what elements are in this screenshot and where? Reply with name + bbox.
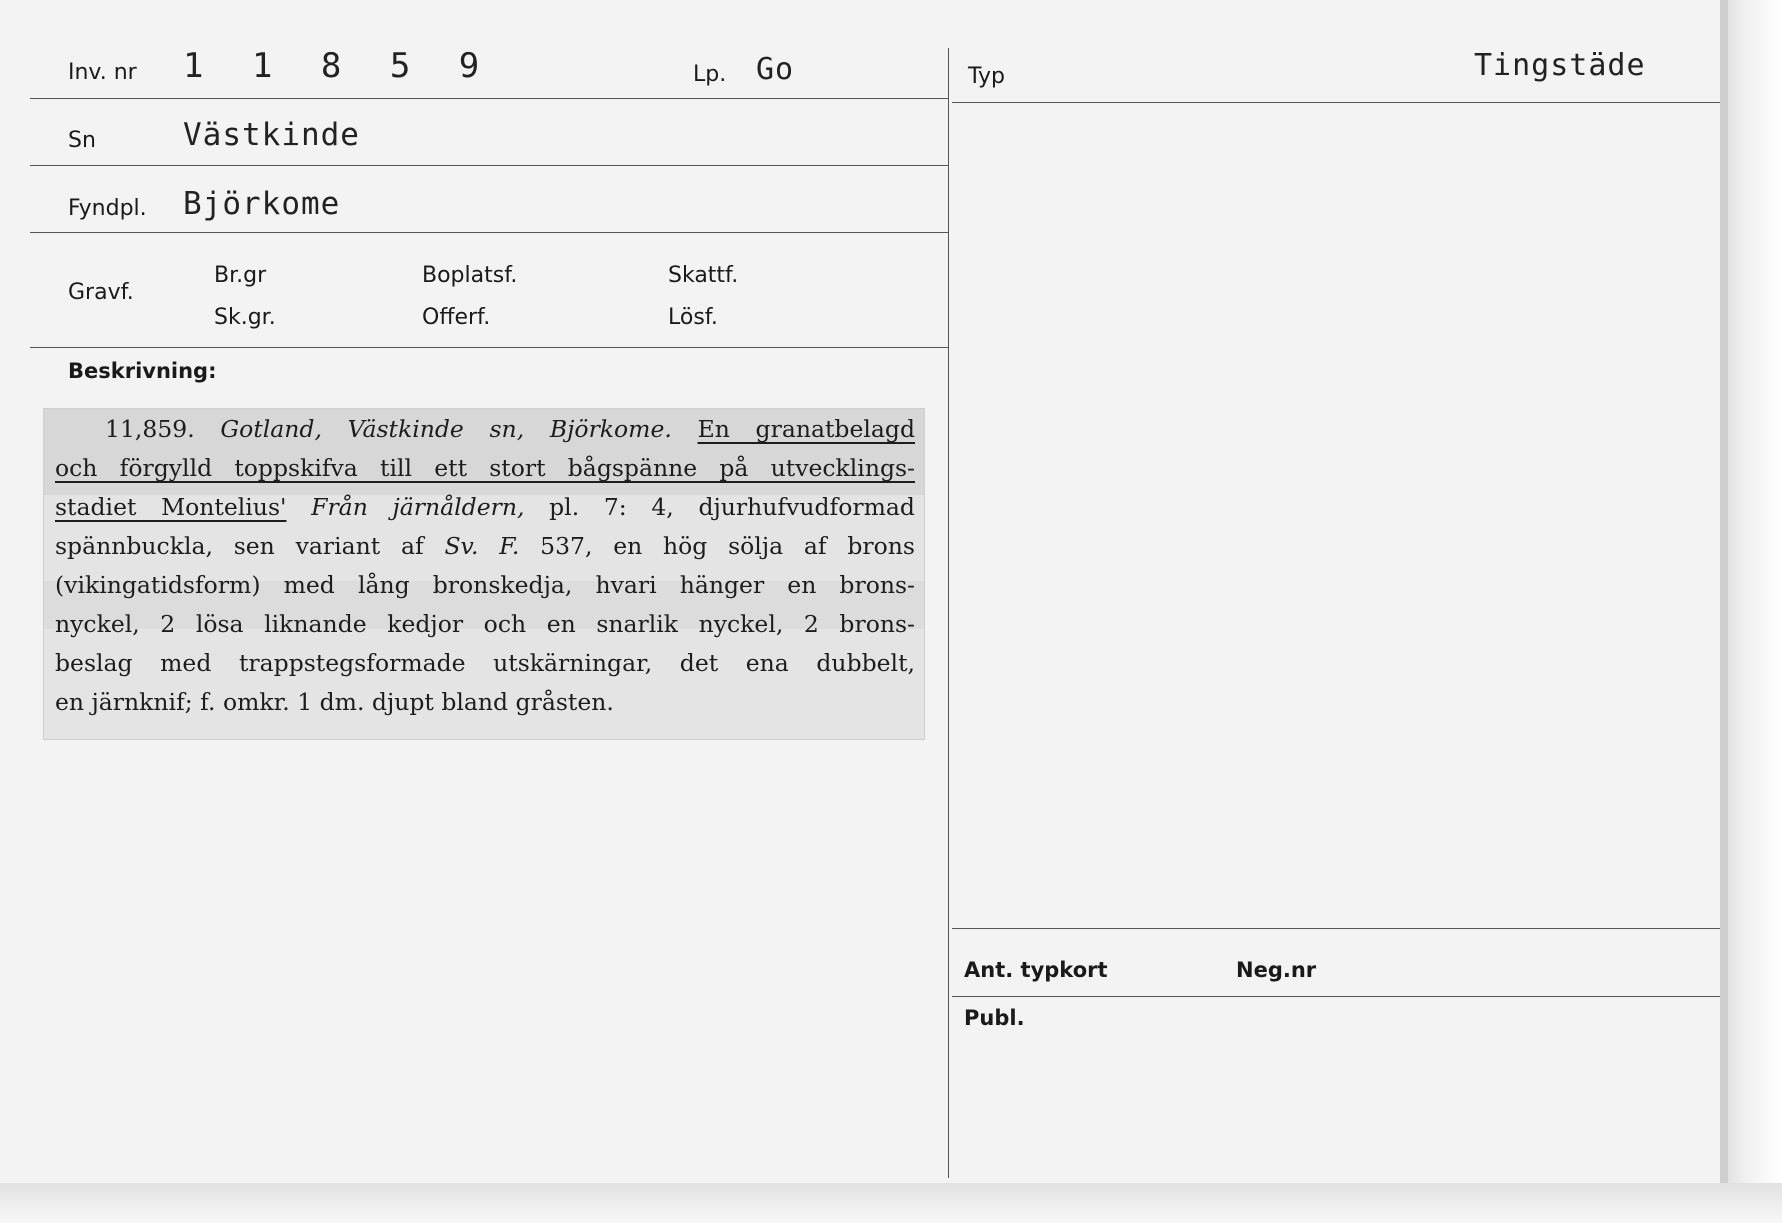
row-divider-fyndpl xyxy=(30,232,948,233)
inv-nr-label: Inv. nr xyxy=(68,60,137,85)
typ-value: Tingstäde xyxy=(1474,48,1646,83)
boplatsf-label: Boplatsf. xyxy=(422,263,518,288)
row-divider-typ xyxy=(952,102,1720,103)
clipping-line-7: beslag med trappstegsformade utskärningar, det ena dubbelt, xyxy=(55,649,915,677)
clipping-line-5: (vikingatidsform) med lång bronskedja, hvari hänger en brons- xyxy=(55,571,915,599)
fyndpl-label: Fyndpl. xyxy=(68,196,147,221)
offerf-label: Offerf. xyxy=(422,305,491,330)
beskrivning-label: Beskrivning: xyxy=(68,359,217,383)
ant-typkort-label: Ant. typkort xyxy=(964,958,1108,982)
gravf-label: Gravf. xyxy=(68,280,134,305)
sn-label: Sn xyxy=(68,128,96,153)
card-edge-bottom xyxy=(0,1183,1782,1223)
card-edge-right xyxy=(1720,0,1782,1223)
lp-label: Lp. xyxy=(693,62,727,87)
skgr-label: Sk.gr. xyxy=(214,305,276,330)
clipping-line-2: och förgylld toppskifva till ett stort bågspänne på utvecklings- xyxy=(55,454,915,482)
publ-label: Publ. xyxy=(964,1006,1025,1030)
column-divider xyxy=(948,48,949,1178)
clipping-line-4: spännbuckla, sen variant af Sv. F. 537, en hög sölja af brons xyxy=(55,532,915,560)
brgr-label: Br.gr xyxy=(214,263,267,288)
row-divider-antal xyxy=(952,928,1720,929)
inv-nr-value: 1 1 8 5 9 xyxy=(183,46,494,86)
lp-value: Go xyxy=(756,52,795,87)
neg-nr-label: Neg.nr xyxy=(1236,958,1317,982)
clipping-line-1: 11,859. Gotland, Västkinde sn, Björkome. En granatbelagd xyxy=(105,415,915,443)
losf-label: Lösf. xyxy=(668,305,718,330)
sn-value: Västkinde xyxy=(183,117,360,153)
clipping-line-3: stadiet Montelius' Från järnåldern, pl. 7: 4, djurhufvudformad xyxy=(55,493,915,521)
clipping-text xyxy=(55,410,915,722)
clipping-line-8: en järnknif; f. omkr. 1 dm. djupt bland gråsten. xyxy=(55,688,614,716)
row-divider-gravf xyxy=(30,347,948,348)
fyndpl-value: Björkome xyxy=(183,186,341,222)
typ-label: Typ xyxy=(968,64,1005,89)
row-divider-sn xyxy=(30,165,948,166)
row-divider-inv xyxy=(30,98,948,99)
row-divider-publ xyxy=(952,996,1720,997)
skattf-label: Skattf. xyxy=(668,263,739,288)
clipping-line-6: nyckel, 2 lösa liknande kedjor och en snarlik nyckel, 2 brons- xyxy=(55,610,915,638)
